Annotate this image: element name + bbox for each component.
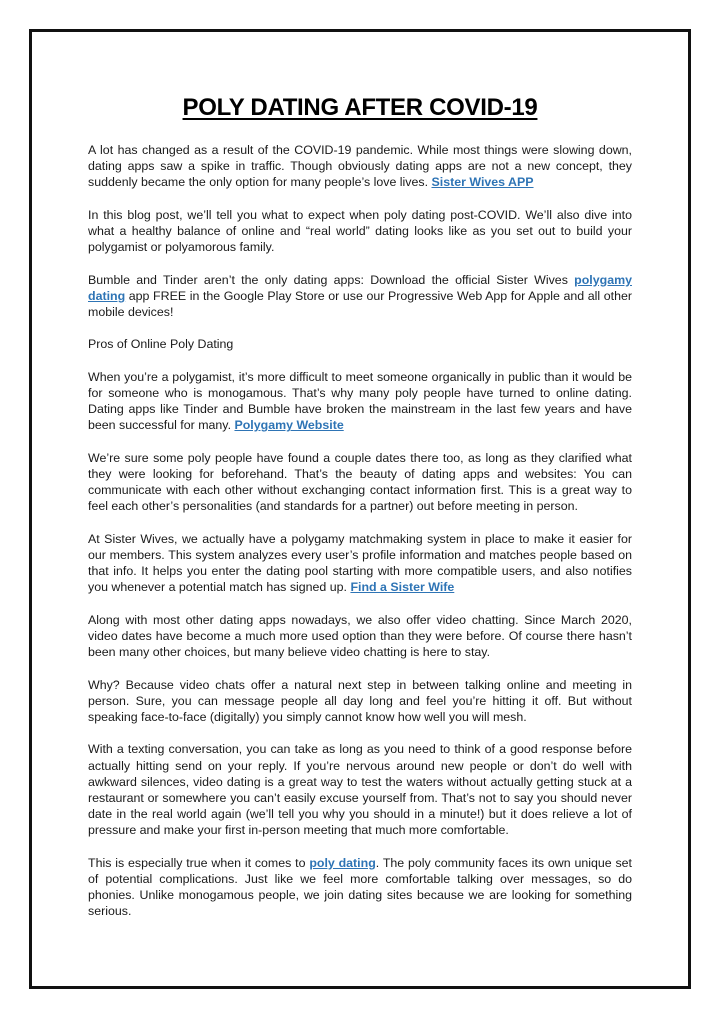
paragraph-text-after: . The poly community faces its own unique set of potential complications. Just like we feel more comfortable talking over messages, so do phonies. Unlike monogamous people, we join dating sites because we are looking for something serious. bbox=[88, 855, 632, 919]
paragraph-text: At Sister Wives, we actually have a polygamy matchmaking system in place to make it easier for our members. This system analyzes every user’s profile information and matches people based on that info. It helps you enter the dating pool starting with more compatible users, and also notifies you whenever a potential match has signed up. bbox=[88, 531, 632, 595]
paragraph-matchmaking bbox=[88, 531, 632, 596]
section-heading-pros bbox=[88, 336, 632, 352]
paragraph-text: Why? Because video chats offer a natural next step in between talking online and meeting in person. Sure, you can message people all day long and feel you’re hitting it off. But without speaking face-to-face (digitally) you simply cannot know how well you will mesh. bbox=[88, 677, 632, 724]
paragraph-why-video bbox=[88, 677, 632, 726]
paragraph-text: When you’re a polygamist, it’s more difficult to meet someone organically in public than it would be for someone who is monogamous. That’s why many poly people have turned to online dating. Dating apps like Tinder and Bumble have broken the mainstream in the last few years and have been successful for many. bbox=[88, 369, 632, 433]
paragraph-text: In this blog post, we’ll tell you what to expect when poly dating post-COVID. We’ll also dive into what a healthy balance of online and “real world” dating looks like as you set out to build your polygamist or polyamorous family. bbox=[88, 207, 632, 255]
paragraph-text: Bumble and Tinder aren’t the only dating apps: Download the official Sister Wives bbox=[88, 272, 575, 287]
paragraph-poly-dating bbox=[88, 855, 632, 920]
paragraph-polygamist bbox=[88, 369, 632, 434]
paragraph-text-after: app FREE in the Google Play Store or use our Progressive Web App for Apple and all other mobile devices! bbox=[88, 288, 632, 319]
paragraph-text: This is especially true when it comes to bbox=[88, 855, 310, 870]
polygamy-website-link[interactable]: Polygamy Website bbox=[234, 418, 344, 433]
poly-dating-link[interactable]: poly dating bbox=[309, 855, 376, 870]
document-page bbox=[29, 29, 691, 989]
paragraph-texting bbox=[88, 741, 632, 838]
sister-wives-app-link[interactable]: Sister Wives APP bbox=[431, 175, 534, 190]
paragraph-dates bbox=[88, 450, 632, 515]
paragraph-video-chatting bbox=[88, 612, 632, 661]
polygamy-dating-link[interactable]: polygamy dating bbox=[88, 272, 632, 303]
paragraph-text: Along with most other dating apps nowadays, we also offer video chatting. Since March 2020, video dates have become a much more used option than they were before. Of course there hasn’t been many other choices, but many believe video chatting is here to stay. bbox=[88, 612, 632, 660]
page-title: POLY DATING AFTER COVID-19 bbox=[182, 94, 538, 121]
paragraph-text: A lot has changed as a result of the COVID-19 pandemic. While most things were slowing down, dating apps saw a spike in traffic. Though obviously dating apps are not a new concept, they suddenly became the only option for many people’s love lives. bbox=[88, 143, 632, 190]
paragraph-text: With a texting conversation, you can take as long as you need to think of a good response before actually hitting send on your reply. If you’re nervous around new people or don’t do well with awkward silences, video dating is a great way to test the waters without actually getting stuck at a restaurant or somewhere you can’t easily excuse yourself from. That’s not to say you should never date in the real world again (we’ll tell you why you should in a minute!) but it does relieve a lot of pressure and make your first in-person meeting that much more comfortable. bbox=[88, 742, 632, 838]
find-sister-wife-link[interactable]: Find a Sister Wife bbox=[350, 580, 455, 595]
paragraph-blog-post bbox=[88, 207, 632, 256]
paragraph-text: We’re sure some poly people have found a couple dates there too, as long as they clarified what they were looking for beforehand. That’s the beauty of dating apps and websites: You can communicate with each other without exchanging contact information first. This is a great way to feel each other’s personalities (and standards for a partner) out before meeting in person. bbox=[88, 450, 632, 514]
paragraph-text: Pros of Online Poly Dating bbox=[88, 337, 234, 352]
paragraph-dating-apps bbox=[88, 272, 632, 321]
paragraph-intro bbox=[88, 142, 632, 191]
article-body bbox=[88, 142, 632, 936]
